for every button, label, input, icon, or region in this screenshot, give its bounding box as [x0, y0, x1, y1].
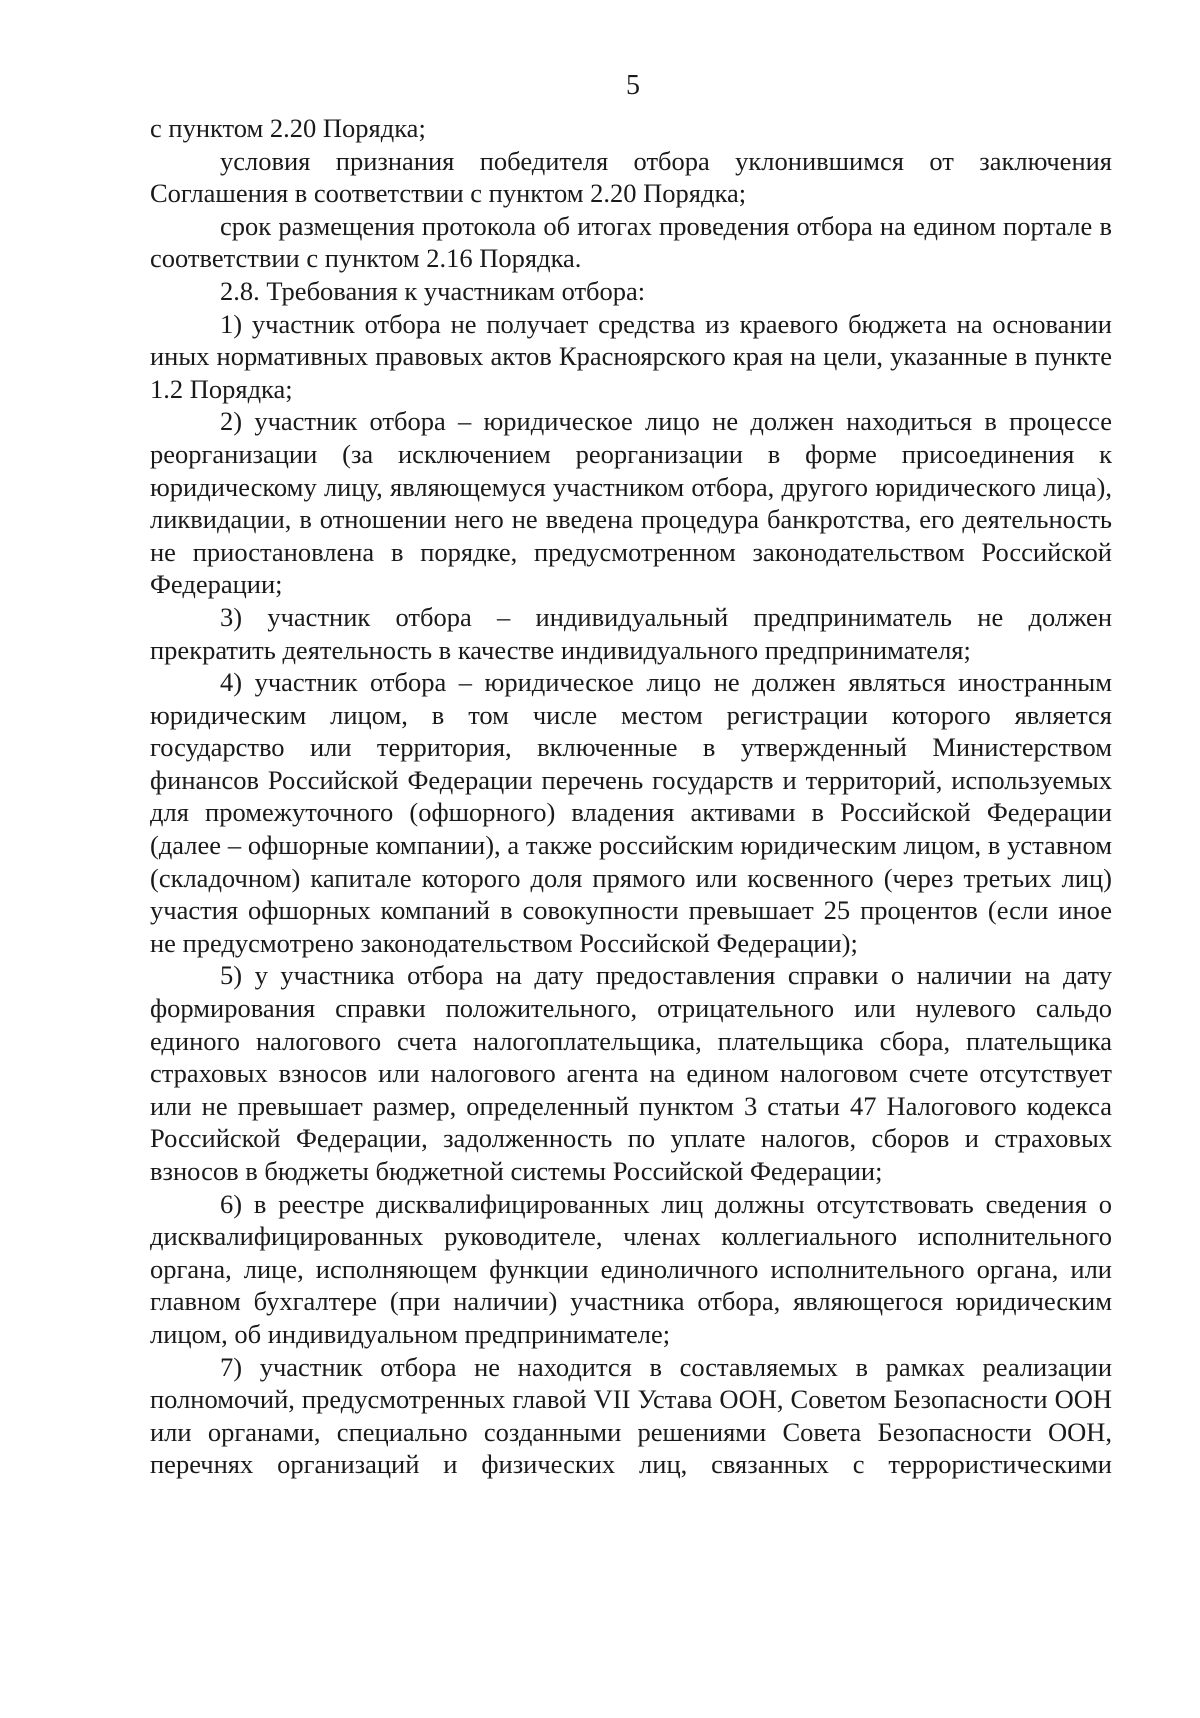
- requirement-item-5: 5) у участника отбора на дату предоставления справки о наличии на дату формирования справки положительного, отрицательного или нулевого сальдо единого налогового счета налогоплательщика, плательщика сбора, плательщика страховых взносов или налогового агента на едином налоговом счете отсутствует или не превышает размер, определенный пунктом 3 статьи 47 Налогового кодекса Российской Федерации, задолженность по уплате налогов, сборов и страховых взносов в бюджеты бюджетной системы Российской Федерации;: [150, 960, 1112, 1186]
- page-number: 5: [626, 70, 640, 101]
- requirement-item-4: 4) участник отбора – юридическое лицо не должен являться иностранным юридическим лицом, в том числе местом регистрации которого является государство или территория, включенные в утвержденный Министерством финансов Российской Федерации перечень государств и территорий, используемых для промежуточного (офшорного) владения активами в Российской Федерации (далее – офшорные компании), а также российским юридическим лицом, в уставном (складочном) капитале которого доля прямого или косвенного (через третьих лиц) участия офшорных компаний в совокупности превышает 25 процентов (если иное не предусмотрено законодательством Российской Федерации);: [150, 667, 1112, 958]
- paragraph-protocol-deadline: срок размещения протокола об итогах проведения отбора на едином портале в соответствии с пунктом 2.16 Порядка.: [150, 210, 1112, 274]
- requirement-item-3: 3) участник отбора – индивидуальный предприниматель не должен прекратить деятельность в качестве индивидуального предпринимателя;: [150, 601, 1112, 665]
- document-body: [150, 112, 1112, 1481]
- section-heading-2-8: 2.8. Требования к участникам отбора:: [220, 275, 646, 306]
- requirement-item-2: 2) участник отбора – юридическое лицо не должен находиться в процессе реорганизации (за исключением реорганизации в форме присоединения к юридическому лицу, являющемуся участником отбора, другого юридического лица), ликвидации, в отношении него не введена процедура банкротства, его деятельность не приостановлена в порядке, предусмотренном законодательством Российской Федерации;: [150, 406, 1112, 600]
- requirement-item-7: 7) участник отбора не находится в составляемых в рамках реализации полномочий, предусмотренных главой VII Устава ООН, Советом Безопасности ООН или органами, специально созданными решениями Совета Безопасности ООН, перечнях организаций и физических лиц, связанных с террористическими: [150, 1351, 1112, 1480]
- paragraph-evasion-conditions: условия признания победителя отбора уклонившимся от заключения Соглашения в соответствии с пунктом 2.20 Порядка;: [150, 145, 1112, 209]
- requirement-item-1: 1) участник отбора не получает средства из краевого бюджета на основании иных нормативных правовых актов Красноярского края на цели, указанные в пункте 1.2 Порядка;: [150, 308, 1112, 404]
- requirement-item-6: 6) в реестре дисквалифицированных лиц должны отсутствовать сведения о дисквалифицированных руководителе, членах коллегиального исполнительного органа, лице, исполняющем функции единоличного исполнительного органа, или главном бухгалтере (при наличии) участника отбора, являющегося юридическим лицом, об индивидуальном предпринимателе;: [150, 1188, 1112, 1349]
- paragraph-fragment-2-7: с пунктом 2.20 Порядка;: [150, 113, 426, 143]
